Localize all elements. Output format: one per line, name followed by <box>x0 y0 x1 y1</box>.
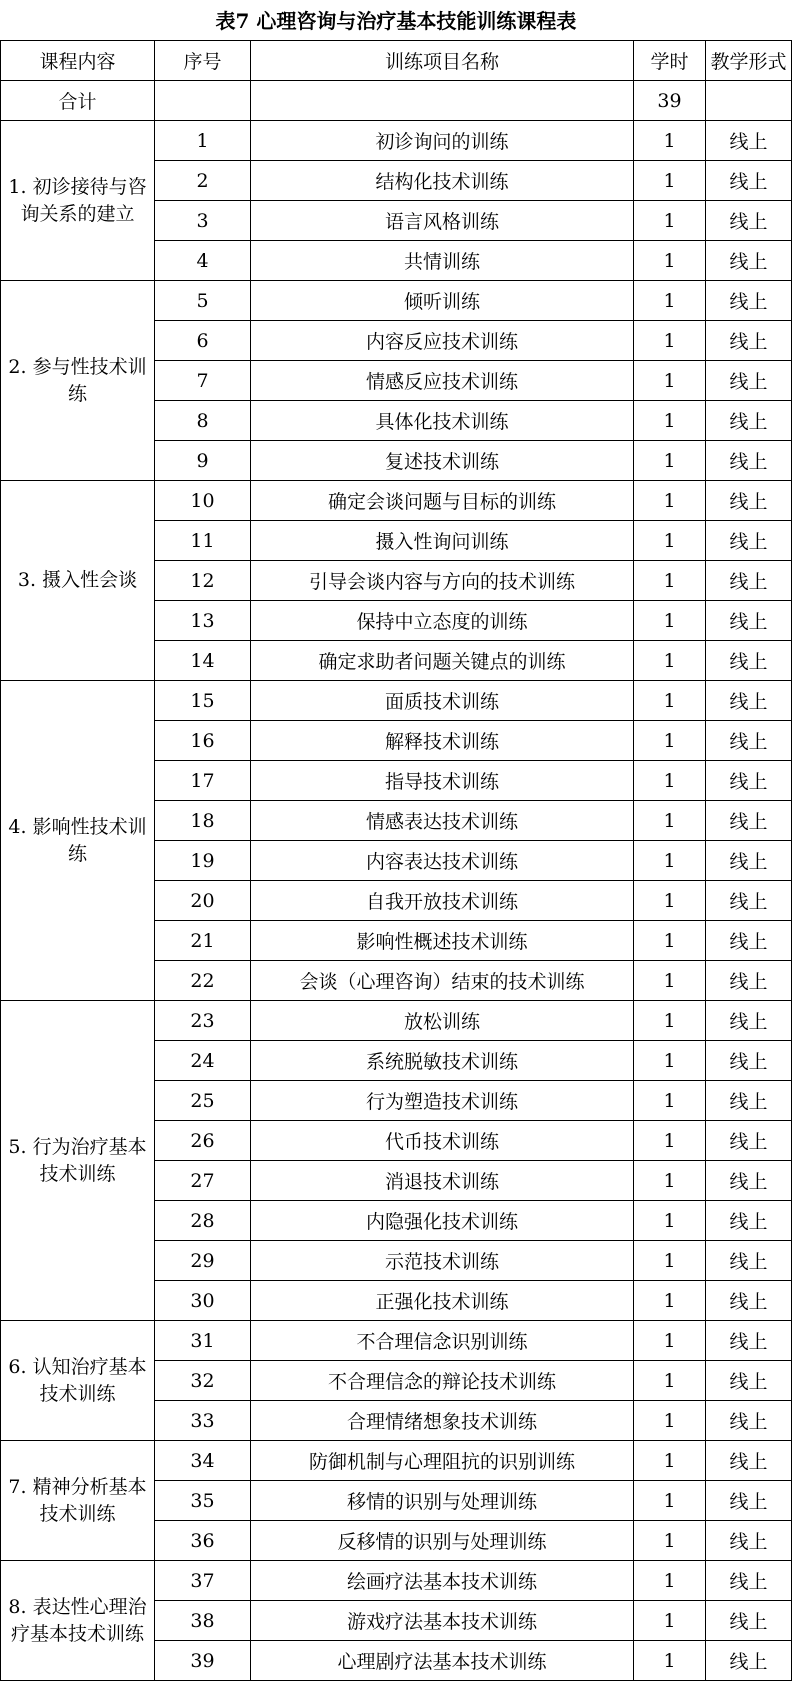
item-seq: 9 <box>155 441 251 481</box>
item-name: 会谈（心理咨询）结束的技术训练 <box>251 961 634 1001</box>
group-label: 8. 表达性心理治疗基本技术训练 <box>1 1561 155 1681</box>
item-hours: 1 <box>634 1561 706 1601</box>
item-name: 防御机制与心理阻抗的识别训练 <box>251 1441 634 1481</box>
item-form: 线上 <box>706 1481 792 1521</box>
item-seq: 17 <box>155 761 251 801</box>
item-form: 线上 <box>706 721 792 761</box>
item-hours: 1 <box>634 281 706 321</box>
item-hours: 1 <box>634 1241 706 1281</box>
item-name: 示范技术训练 <box>251 1241 634 1281</box>
header-form: 教学形式 <box>706 41 792 81</box>
item-hours: 1 <box>634 1081 706 1121</box>
item-seq: 7 <box>155 361 251 401</box>
item-hours: 1 <box>634 641 706 681</box>
item-name: 消退技术训练 <box>251 1161 634 1201</box>
item-name: 自我开放技术训练 <box>251 881 634 921</box>
item-hours: 1 <box>634 1121 706 1161</box>
item-hours: 1 <box>634 601 706 641</box>
header-row <box>1 41 792 81</box>
item-seq: 33 <box>155 1401 251 1441</box>
item-name: 复述技术训练 <box>251 441 634 481</box>
item-name: 绘画疗法基本技术训练 <box>251 1561 634 1601</box>
total-form-empty <box>706 81 792 121</box>
item-seq: 37 <box>155 1561 251 1601</box>
item-hours: 1 <box>634 1441 706 1481</box>
item-form: 线上 <box>706 441 792 481</box>
item-hours: 1 <box>634 1401 706 1441</box>
item-seq: 5 <box>155 281 251 321</box>
item-form: 线上 <box>706 281 792 321</box>
item-hours: 1 <box>634 321 706 361</box>
item-seq: 32 <box>155 1361 251 1401</box>
item-name: 放松训练 <box>251 1001 634 1041</box>
item-seq: 24 <box>155 1041 251 1081</box>
item-hours: 1 <box>634 401 706 441</box>
item-seq: 36 <box>155 1521 251 1561</box>
item-name: 摄入性询问训练 <box>251 521 634 561</box>
item-hours: 1 <box>634 361 706 401</box>
item-seq: 8 <box>155 401 251 441</box>
item-hours: 1 <box>634 961 706 1001</box>
item-hours: 1 <box>634 521 706 561</box>
item-form: 线上 <box>706 1321 792 1361</box>
item-name: 语言风格训练 <box>251 201 634 241</box>
item-seq: 34 <box>155 1441 251 1481</box>
item-hours: 1 <box>634 841 706 881</box>
item-name: 代币技术训练 <box>251 1121 634 1161</box>
item-form: 线上 <box>706 1281 792 1321</box>
item-hours: 1 <box>634 1001 706 1041</box>
item-name: 影响性概述技术训练 <box>251 921 634 961</box>
group-label: 6. 认知治疗基本技术训练 <box>1 1321 155 1441</box>
item-seq: 13 <box>155 601 251 641</box>
item-seq: 20 <box>155 881 251 921</box>
item-hours: 1 <box>634 1521 706 1561</box>
item-seq: 39 <box>155 1641 251 1681</box>
item-seq: 35 <box>155 1481 251 1521</box>
header-seq: 序号 <box>155 41 251 81</box>
item-name: 合理情绪想象技术训练 <box>251 1401 634 1441</box>
item-name: 确定求助者问题关键点的训练 <box>251 641 634 681</box>
item-name: 行为塑造技术训练 <box>251 1081 634 1121</box>
item-hours: 1 <box>634 1281 706 1321</box>
item-name: 共情训练 <box>251 241 634 281</box>
item-form: 线上 <box>706 841 792 881</box>
item-seq: 3 <box>155 201 251 241</box>
group-label: 3. 摄入性会谈 <box>1 481 155 681</box>
group-label: 2. 参与性技术训练 <box>1 281 155 481</box>
item-hours: 1 <box>634 561 706 601</box>
item-seq: 28 <box>155 1201 251 1241</box>
item-form: 线上 <box>706 601 792 641</box>
course-table-body <box>1 41 792 1681</box>
item-form: 线上 <box>706 521 792 561</box>
table-row <box>1 481 792 521</box>
item-seq: 19 <box>155 841 251 881</box>
item-form: 线上 <box>706 121 792 161</box>
header-name: 训练项目名称 <box>251 41 634 81</box>
item-form: 线上 <box>706 481 792 521</box>
table-row <box>1 1321 792 1361</box>
item-seq: 16 <box>155 721 251 761</box>
item-name: 解释技术训练 <box>251 721 634 761</box>
item-form: 线上 <box>706 1001 792 1041</box>
header-hours: 学时 <box>634 41 706 81</box>
item-form: 线上 <box>706 1081 792 1121</box>
item-name: 反移情的识别与处理训练 <box>251 1521 634 1561</box>
item-name: 具体化技术训练 <box>251 401 634 441</box>
item-form: 线上 <box>706 1641 792 1681</box>
item-seq: 30 <box>155 1281 251 1321</box>
item-name: 结构化技术训练 <box>251 161 634 201</box>
item-name: 确定会谈问题与目标的训练 <box>251 481 634 521</box>
item-hours: 1 <box>634 761 706 801</box>
item-hours: 1 <box>634 201 706 241</box>
item-name: 内容表达技术训练 <box>251 841 634 881</box>
item-hours: 1 <box>634 121 706 161</box>
item-hours: 1 <box>634 1641 706 1681</box>
item-hours: 1 <box>634 241 706 281</box>
item-name: 面质技术训练 <box>251 681 634 721</box>
total-label: 合计 <box>1 81 155 121</box>
item-seq: 12 <box>155 561 251 601</box>
item-form: 线上 <box>706 1441 792 1481</box>
item-form: 线上 <box>706 1161 792 1201</box>
item-form: 线上 <box>706 1121 792 1161</box>
group-label: 7. 精神分析基本技术训练 <box>1 1441 155 1561</box>
item-form: 线上 <box>706 1241 792 1281</box>
item-name: 保持中立态度的训练 <box>251 601 634 641</box>
item-seq: 25 <box>155 1081 251 1121</box>
item-seq: 22 <box>155 961 251 1001</box>
item-form: 线上 <box>706 361 792 401</box>
item-hours: 1 <box>634 1481 706 1521</box>
group-label: 4. 影响性技术训练 <box>1 681 155 1001</box>
table-row <box>1 681 792 721</box>
total-hours: 39 <box>634 81 706 121</box>
item-hours: 1 <box>634 481 706 521</box>
item-seq: 23 <box>155 1001 251 1041</box>
item-form: 线上 <box>706 961 792 1001</box>
item-seq: 29 <box>155 1241 251 1281</box>
item-seq: 21 <box>155 921 251 961</box>
item-seq: 38 <box>155 1601 251 1641</box>
table-row <box>1 121 792 161</box>
item-name: 正强化技术训练 <box>251 1281 634 1321</box>
total-row <box>1 81 792 121</box>
item-seq: 31 <box>155 1321 251 1361</box>
item-hours: 1 <box>634 1361 706 1401</box>
item-name: 情感反应技术训练 <box>251 361 634 401</box>
item-name: 系统脱敏技术训练 <box>251 1041 634 1081</box>
table-row <box>1 281 792 321</box>
item-form: 线上 <box>706 801 792 841</box>
item-form: 线上 <box>706 201 792 241</box>
item-form: 线上 <box>706 881 792 921</box>
item-seq: 2 <box>155 161 251 201</box>
item-seq: 18 <box>155 801 251 841</box>
group-label: 1. 初诊接待与咨询关系的建立 <box>1 121 155 281</box>
item-seq: 4 <box>155 241 251 281</box>
item-form: 线上 <box>706 241 792 281</box>
item-hours: 1 <box>634 441 706 481</box>
item-name: 内容反应技术训练 <box>251 321 634 361</box>
item-seq: 15 <box>155 681 251 721</box>
item-form: 线上 <box>706 641 792 681</box>
item-form: 线上 <box>706 921 792 961</box>
item-name: 引导会谈内容与方向的技术训练 <box>251 561 634 601</box>
item-hours: 1 <box>634 1161 706 1201</box>
item-hours: 1 <box>634 881 706 921</box>
item-form: 线上 <box>706 681 792 721</box>
item-form: 线上 <box>706 161 792 201</box>
item-name: 游戏疗法基本技术训练 <box>251 1601 634 1641</box>
total-seq-empty <box>155 81 251 121</box>
course-table <box>0 40 792 1681</box>
item-form: 线上 <box>706 1361 792 1401</box>
item-seq: 10 <box>155 481 251 521</box>
item-name: 移情的识别与处理训练 <box>251 1481 634 1521</box>
item-form: 线上 <box>706 1201 792 1241</box>
item-form: 线上 <box>706 1601 792 1641</box>
item-form: 线上 <box>706 761 792 801</box>
item-hours: 1 <box>634 721 706 761</box>
item-seq: 27 <box>155 1161 251 1201</box>
item-hours: 1 <box>634 681 706 721</box>
item-form: 线上 <box>706 401 792 441</box>
item-name: 初诊询问的训练 <box>251 121 634 161</box>
table-row <box>1 1001 792 1041</box>
table-row <box>1 1561 792 1601</box>
item-hours: 1 <box>634 161 706 201</box>
item-form: 线上 <box>706 321 792 361</box>
item-hours: 1 <box>634 1321 706 1361</box>
item-name: 倾听训练 <box>251 281 634 321</box>
item-hours: 1 <box>634 1601 706 1641</box>
item-seq: 14 <box>155 641 251 681</box>
item-hours: 1 <box>634 1201 706 1241</box>
item-name: 指导技术训练 <box>251 761 634 801</box>
total-name-empty <box>251 81 634 121</box>
header-content: 课程内容 <box>1 41 155 81</box>
item-form: 线上 <box>706 1401 792 1441</box>
item-form: 线上 <box>706 561 792 601</box>
item-seq: 11 <box>155 521 251 561</box>
item-name: 不合理信念的辩论技术训练 <box>251 1361 634 1401</box>
item-hours: 1 <box>634 801 706 841</box>
table-row <box>1 1441 792 1481</box>
item-seq: 6 <box>155 321 251 361</box>
item-name: 心理剧疗法基本技术训练 <box>251 1641 634 1681</box>
item-hours: 1 <box>634 921 706 961</box>
item-name: 情感表达技术训练 <box>251 801 634 841</box>
item-seq: 26 <box>155 1121 251 1161</box>
item-form: 线上 <box>706 1521 792 1561</box>
table-title: 表7 心理咨询与治疗基本技能训练课程表 <box>215 9 577 33</box>
item-form: 线上 <box>706 1041 792 1081</box>
item-seq: 1 <box>155 121 251 161</box>
item-name: 不合理信念识别训练 <box>251 1321 634 1361</box>
group-label: 5. 行为治疗基本技术训练 <box>1 1001 155 1321</box>
item-name: 内隐强化技术训练 <box>251 1201 634 1241</box>
item-hours: 1 <box>634 1041 706 1081</box>
item-form: 线上 <box>706 1561 792 1601</box>
